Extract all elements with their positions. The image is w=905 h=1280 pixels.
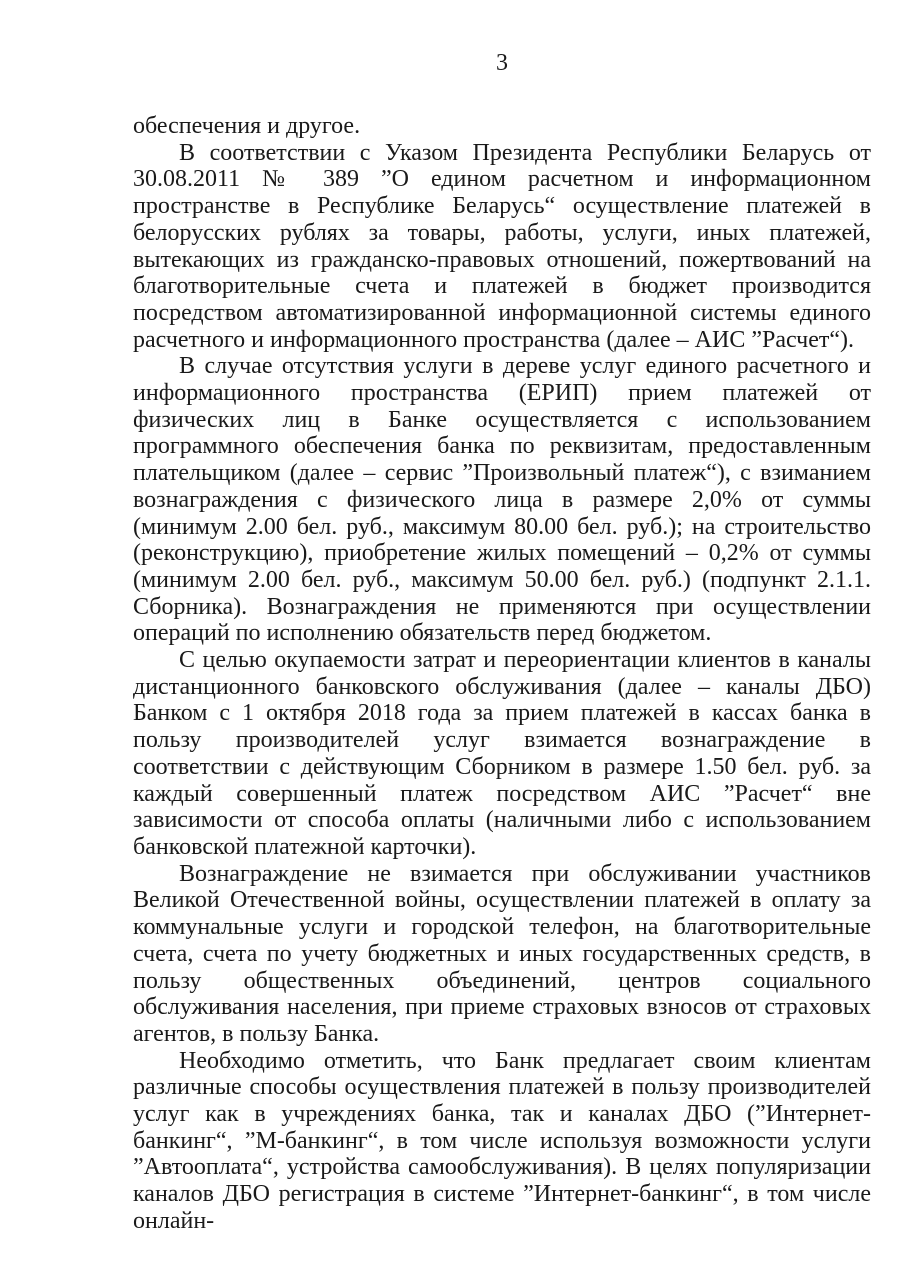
paragraph: В случае отсутствия услуги в дереве услуг единого расчетного и информационного пространства (ЕРИП) прием платежей от физических лиц в Банке осуществляется с использованием программного обеспечения банка по реквизитам, предоставленным плательщиком (далее – сервис ”Произвольный платеж“), с взиманием вознаграждения с физического лица в размере 2,0% от суммы (минимум 2.00 бел. руб., максимум 80.00 бел. руб.); на строительство (реконструкцию), приобретение жилых помещений – 0,2% от суммы (минимум 2.00 бел. руб., максимум 50.00 бел. руб.) (подпункт 2.1.1. Сборника). Вознаграждения не применяются при осуществлении операций по исполнению обязательств перед бюджетом. [133, 353, 871, 647]
paragraph: С целью окупаемости затрат и переориентации клиентов в каналы дистанционного банковского обслуживания (далее – каналы ДБО) Банком с 1 октября 2018 года за прием платежей в кассах банка в пользу производителей услуг взимается вознаграждение в соответствии с действующим Сборником в размере 1.50 бел. руб. за каждый совершенный платеж посредством АИС ”Расчет“ вне зависимости от способа оплаты (наличными либо с использованием банковской платежной карточки). [133, 647, 871, 860]
paragraph: Вознаграждение не взимается при обслуживании участников Великой Отечественной войны, осуществлении платежей в оплату за коммунальные услуги и городской телефон, на благотворительные счета, счета по учету бюджетных и иных государственных средств, в пользу общественных объединений, центров социального обслуживания населения, при приеме страховых взносов от страховых агентов, в пользу Банка. [133, 860, 871, 1047]
paragraph: В соответствии с Указом Президента Республики Беларусь от 30.08.2011 № 389 ”О едином расчетном и информационном пространстве в Республике Беларусь“ осуществление платежей в белорусских рублях за товары, работы, услуги, иных платежей, вытекающих из гражданско-правовых отношений, пожертвований на благотворительные счета и платежей в бюджет производится посредством автоматизированной информационной системы единого расчетного и информационного пространства (далее – АИС ”Расчет“). [133, 139, 871, 353]
page-number: 3 [496, 50, 508, 76]
document-body [133, 113, 871, 1235]
paragraph: Необходимо отметить, что Банк предлагает своим клиентам различные способы осуществления платежей в пользу производителей услуг как в учреждениях банка, так и каналах ДБО (”Интернет-банкинг“, ”М-банкинг“, в том числе используя возможности услуги ”Автооплата“, устройства самообслуживания). В целях популяризации каналов ДБО регистрация в системе ”Интернет-банкинг“, в том числе онлайн- [133, 1047, 871, 1234]
paragraph: обеспечения и другое. [133, 113, 361, 139]
